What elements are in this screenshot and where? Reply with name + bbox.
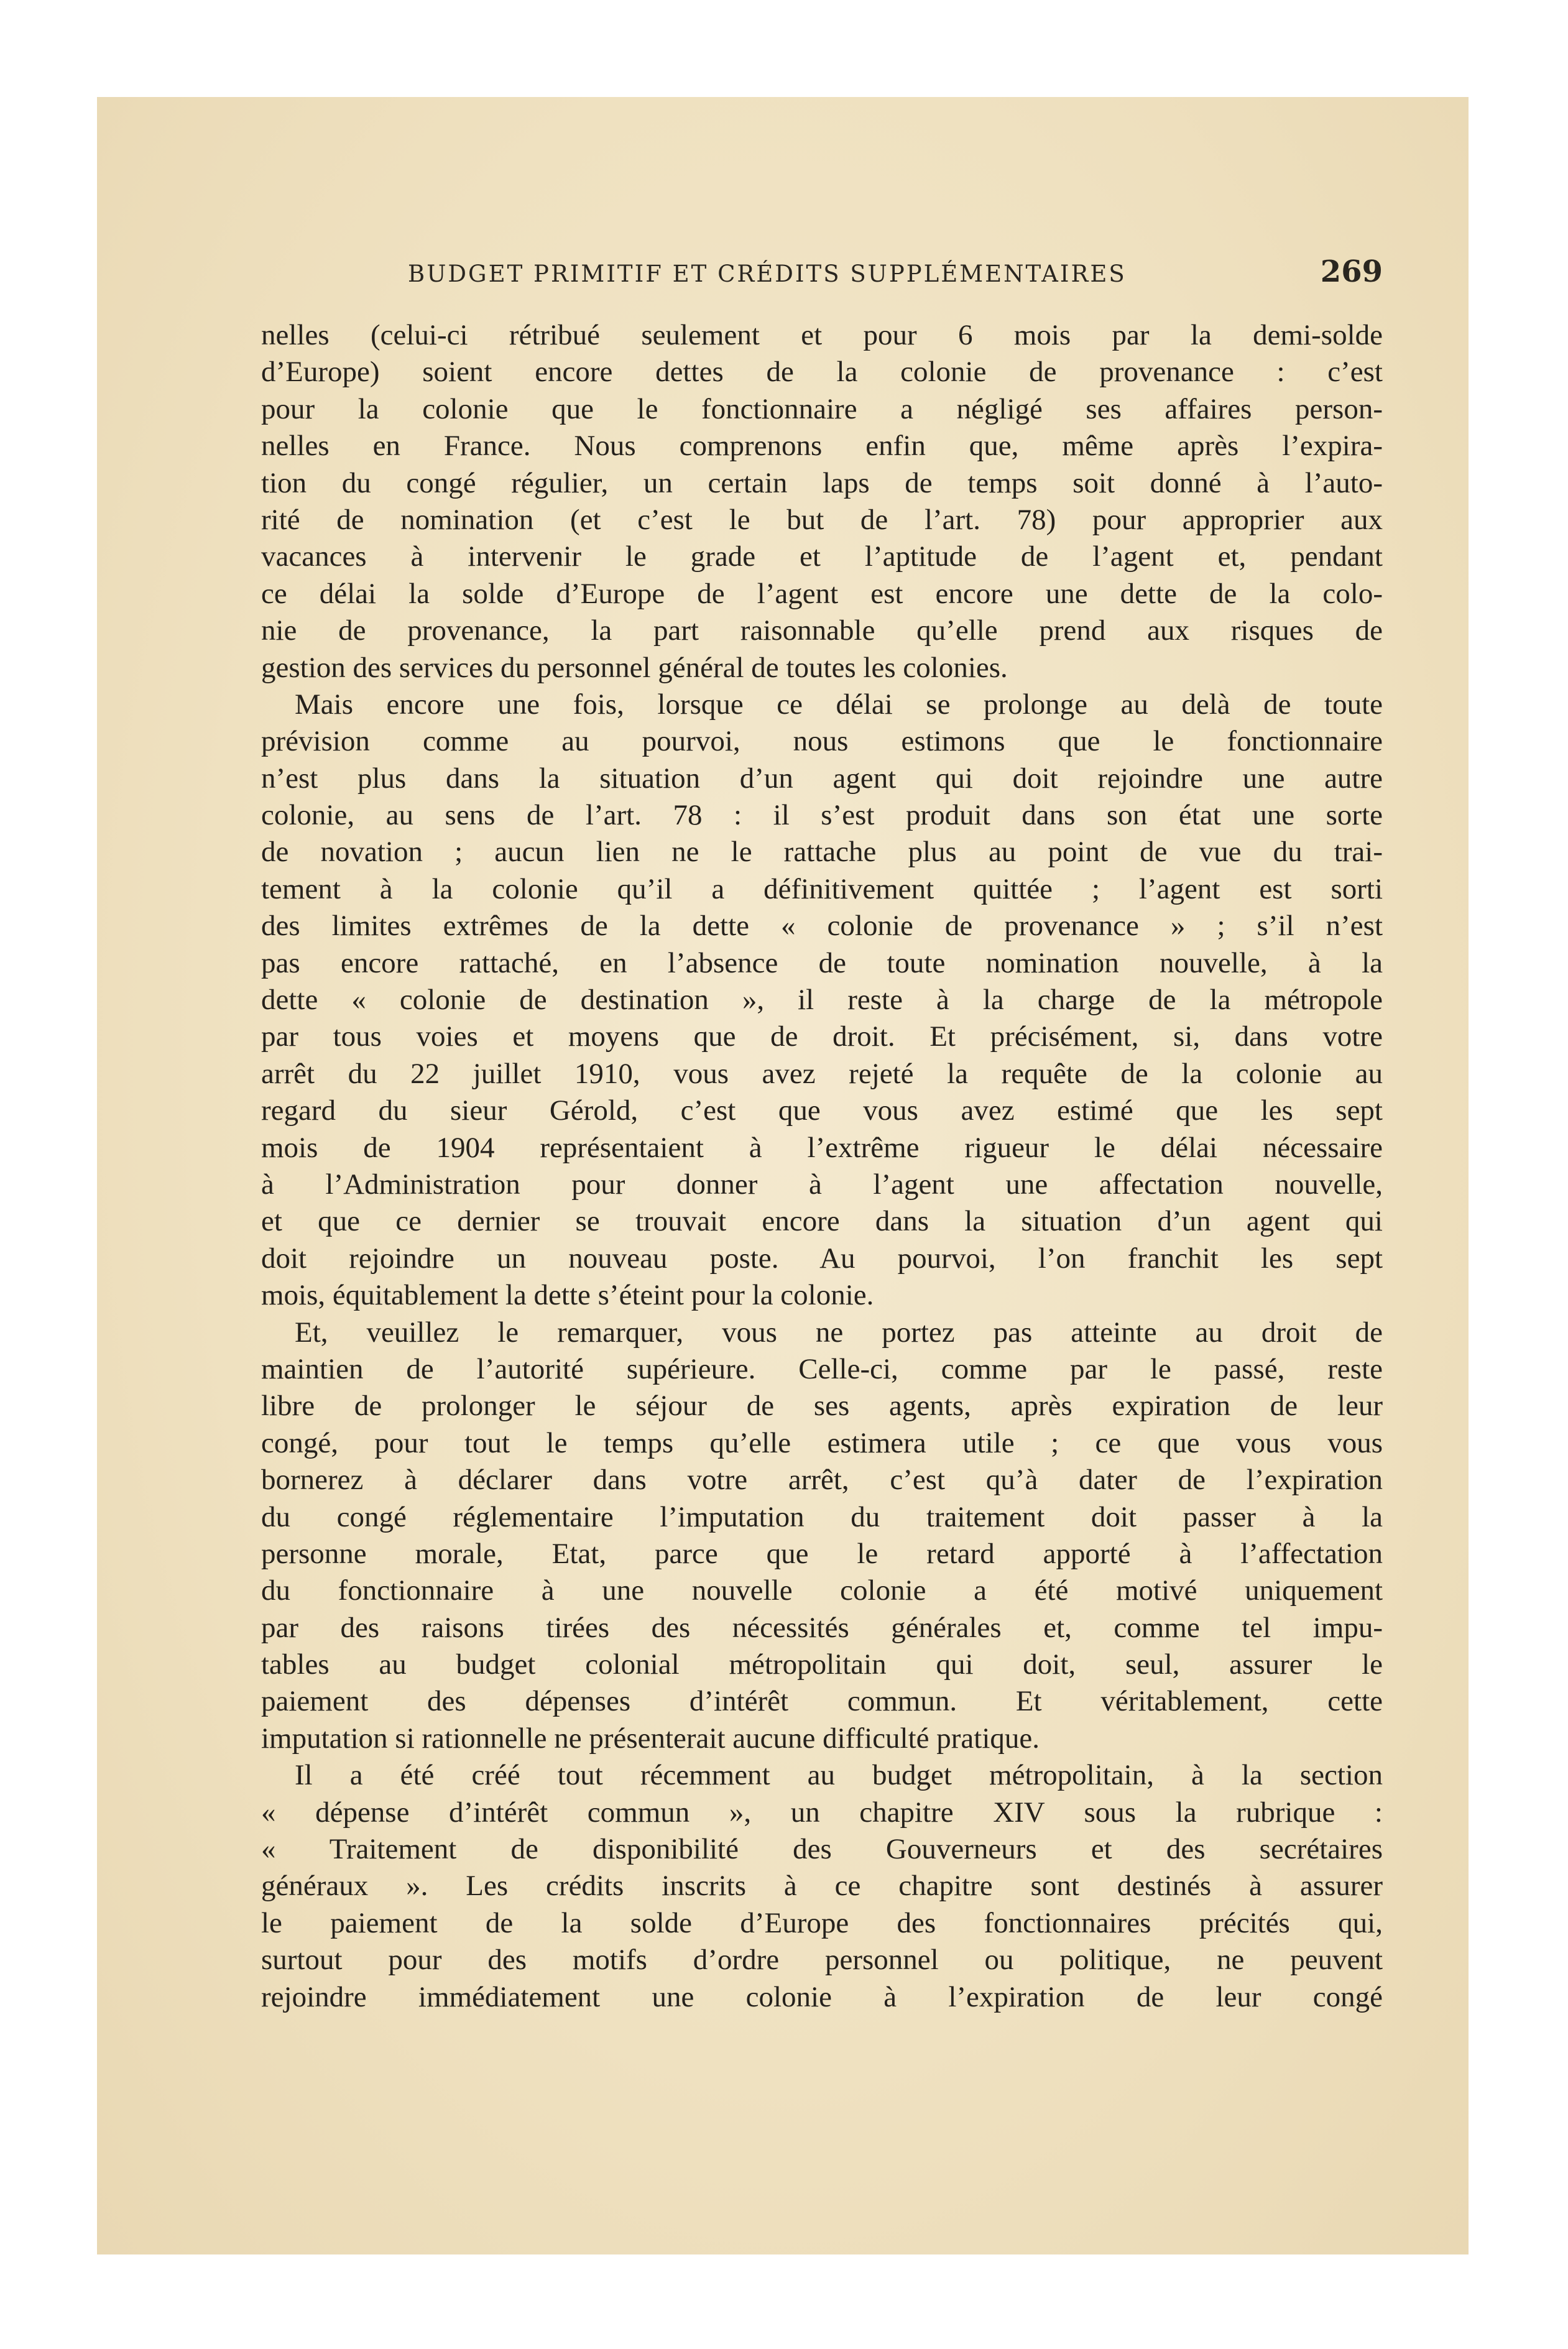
text-line: maintien de l’autorité supérieure. Celle-ci, comme par le passé, reste [261,1352,1383,1385]
body-text [261,317,1383,2016]
text-line: dette « colonie de destination », il reste à la charge de la métropole [261,984,1383,1017]
text-line: libre de prolonger le séjour de ses agents, après expiration de leur [261,1390,1383,1423]
text-line: mois, équitablement la dette s’éteint pour la colonie. [261,1279,874,1312]
text-line: nie de provenance, la part raisonnable qu’elle prend aux risques de [261,614,1383,647]
text-line: nelles en France. Nous comprenons enfin que, même après l’expira- [261,430,1383,463]
text-line: et que ce dernier se trouvait encore dans la situation d’un agent qui [261,1205,1383,1238]
text-line: imputation si rationnelle ne présenterait aucune difficulté pratique. [261,1722,1040,1755]
text-line: colonie, au sens de l’art. 78 : il s’est produit dans son état une sorte [261,799,1383,832]
text-line: personne morale, Etat, parce que le retard apporté à l’affectation [261,1537,1383,1570]
text-line: doit rejoindre un nouveau poste. Au pourvoi, l’on franchit les sept [261,1242,1383,1275]
text-line: d’Europe) soient encore dettes de la colonie de provenance : c’est [261,356,1383,389]
text-line: de novation ; aucun lien ne le rattache plus au point de vue du trai- [261,836,1383,869]
page-number: 269 [1320,254,1383,289]
text-line: paiement des dépenses d’intérêt commun. Et véritablement, cette [261,1685,1383,1718]
text-line: vacances à intervenir le grade et l’aptitude de l’agent et, pendant [261,540,1383,573]
text-line: par des raisons tirées des nécessités générales et, comme tel impu- [261,1611,1383,1644]
text-line: Et, veuillez le remarquer, vous ne portez pas atteinte au droit de [295,1316,1383,1349]
text-line: par tous voies et moyens que de droit. Et précisément, si, dans votre [261,1020,1383,1053]
text-line: regard du sieur Gérold, c’est que vous avez estimé que les sept [261,1094,1383,1127]
text-line: généraux ». Les crédits inscrits à ce chapitre sont destinés à assurer [261,1870,1383,1903]
text-line: tement à la colonie qu’il a définitivement quittée ; l’agent est sorti [261,872,1383,905]
text-line: mois de 1904 représentaient à l’extrême rigueur le délai nécessaire [261,1131,1383,1164]
text-line: « Traitement de disponibilité des Gouverneurs et des secrétaires [261,1833,1383,1866]
text-line: « dépense d’intérêt commun », un chapitre XIV sous la rubrique : [261,1796,1383,1829]
text-line: pour la colonie que le fonctionnaire a négligé ses affaires person- [261,392,1383,425]
text-line: n’est plus dans la situation d’un agent qui doit rejoindre une autre [261,762,1383,795]
text-line: du congé réglementaire l’imputation du traitement doit passer à la [261,1500,1383,1533]
text-line: Mais encore une fois, lorsque ce délai se prolonge au delà de toute [295,688,1383,721]
running-title: BUDGET PRIMITIF ET CRÉDITS SUPPLÉMENTAIRES [408,261,1127,287]
text-line: le paiement de la solde d’Europe des fonctionnaires précités qui, [261,1906,1383,1939]
text-line: gestion des services du personnel général de toutes les colonies. [261,651,1008,684]
text-line: Il a été créé tout récemment au budget métropolitain, à la section [295,1759,1383,1792]
text-line: des limites extrêmes de la dette « colonie de provenance » ; s’il n’est [261,910,1383,943]
page-header [408,254,1383,292]
text-line: arrêt du 22 juillet 1910, vous avez rejeté la requête de la colonie au [261,1057,1383,1090]
text-line: nelles (celui-ci rétribué seulement et pour 6 mois par la demi-solde [261,319,1383,351]
text-line: du fonctionnaire à une nouvelle colonie a été motivé uniquement [261,1574,1383,1607]
book-page [97,97,1469,2254]
text-line: rité de nomination (et c’est le but de l’art. 78) pour approprier aux [261,503,1383,536]
text-line: tion du congé régulier, un certain laps de temps soit donné à l’auto- [261,466,1383,499]
text-line: pas encore rattaché, en l’absence de toute nomination nouvelle, à la [261,946,1383,979]
text-line: tables au budget colonial métropolitain qui doit, seul, assurer le [261,1648,1383,1681]
text-line: congé, pour tout le temps qu’elle estimera utile ; ce que vous vous [261,1426,1383,1459]
text-line: ce délai la solde d’Europe de l’agent est encore une dette de la colo- [261,577,1383,610]
text-line: bornerez à déclarer dans votre arrêt, c’est qu’à dater de l’expiration [261,1464,1383,1497]
text-line: surtout pour des motifs d’ordre personnel ou politique, ne peuvent [261,1944,1383,1977]
text-line: à l’Administration pour donner à l’agent une affectation nouvelle, [261,1168,1383,1201]
text-line: prévision comme au pourvoi, nous estimons que le fonctionnaire [261,725,1383,758]
text-line: rejoindre immédiatement une colonie à l’expiration de leur congé [261,1980,1383,2013]
